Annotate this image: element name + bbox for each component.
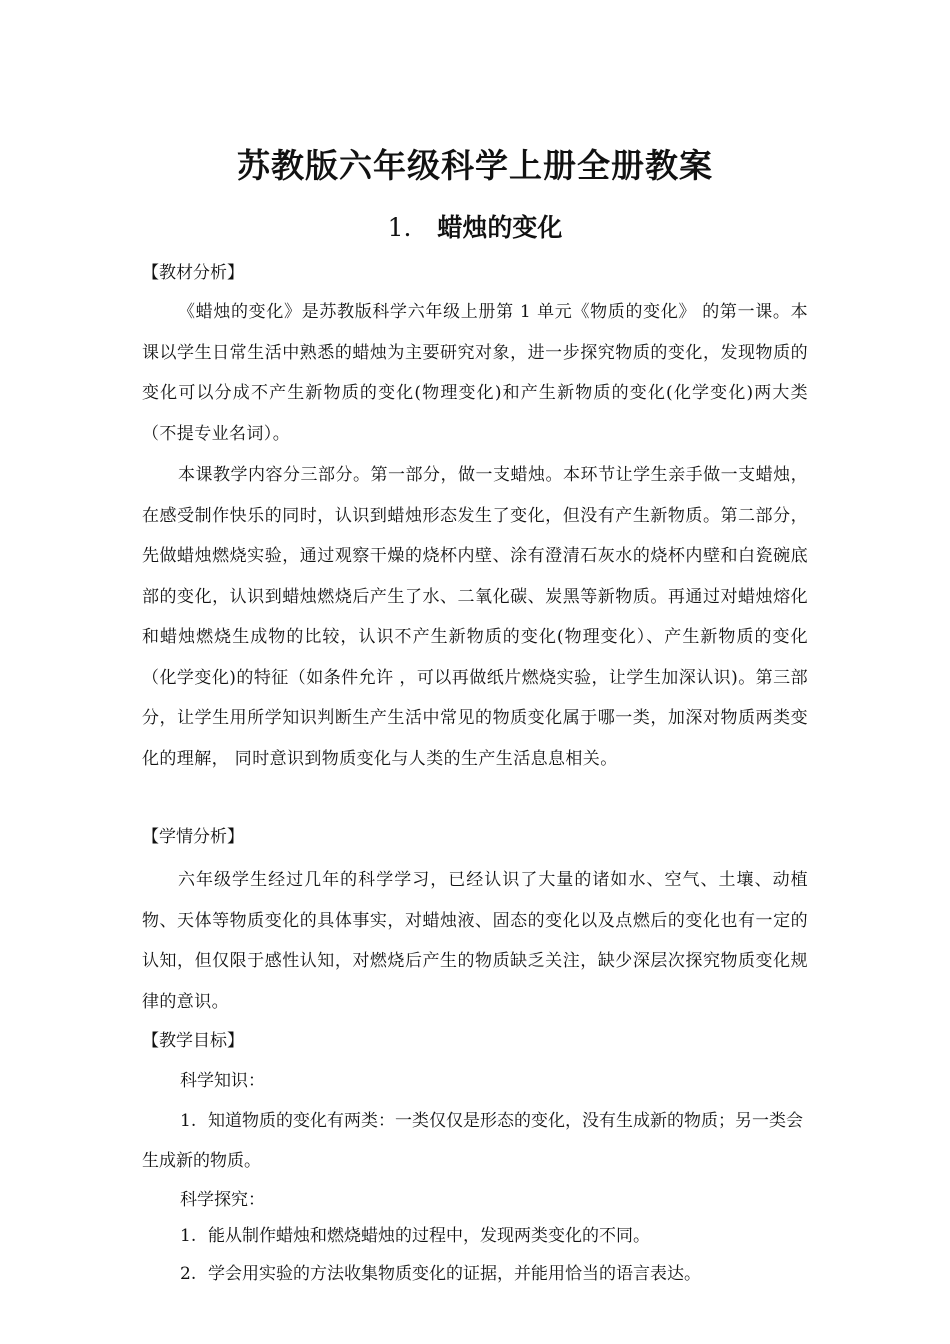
science-inquiry-label: 科学探究：: [180, 1190, 265, 1210]
section-heading-teaching-goals: 【教学目标】: [142, 1031, 244, 1051]
list-item: [142, 1101, 808, 1181]
science-knowledge-label: 科学知识：: [180, 1071, 265, 1091]
list-item-text: 知道物质的变化有两类：一类仅仅是形态的变化，没有生成新的物质；另一类会生成新的物质。: [142, 1111, 803, 1171]
list-item: [142, 1216, 808, 1256]
lesson-number: 1.: [387, 213, 412, 242]
section-heading-student-analysis: 【学情分析】: [142, 827, 244, 847]
list-item-marker: 1.: [180, 1111, 197, 1131]
list-item-marker: 2.: [180, 1264, 197, 1284]
list-item-text: 能从制作蜡烛和燃烧蜡烛的过程中，发现两类变化的不同。: [208, 1226, 650, 1246]
list-item-text: 学会用实验的方法收集物质变化的证据，并能用恰当的语言表达。: [208, 1264, 701, 1284]
paragraph-textbook-analysis-2: 本课教学内容分三部分。第一部分，做一支蜡烛。本环节让学生亲手做一支蜡烛，在感受制作快乐的同时，认识到蜡烛形态发生了变化，但没有产生新物质。第二部分，先做蜡烛燃烧实验，通过观察干燥的烧杯内壁、涂有澄清石灰水的烧杯内壁和白瓷碗底部的变化，认识到蜡烛燃烧后产生了水、二氧化碳、炭黑等新物质。再通过对蜡烛熔化和蜡烛燃烧生成物的比较，认识不产生新物质的变化(物理变化）、产生新物质的变化（化学变化)的特征（如条件允许 ，可以再做纸片燃烧实验，让学生加深认识)。第三部分，让学生用所学知识判断生产生活中常见的物质变化属于哪一类，加深对物质两类变化的理解， 同时意识到物质变化与人类的生产生活息息相关。: [142, 465, 808, 769]
list-item: [142, 1254, 808, 1294]
document-title: 苏教版六年级科学上册全册教案: [237, 146, 713, 185]
lesson-name: 蜡烛的变化: [437, 213, 563, 242]
paragraph-student-analysis-1: 六年级学生经过几年的科学学习，已经认识了大量的诸如水、空气、土壤、动植物、天体等物质变化的具体事实，对蜡烛液、固态的变化以及点燃后的变化也有一定的认知，但仅限于感性认知，对燃烧后产生的物质缺乏关注，缺少深层次探究物质变化规律的意识。: [142, 870, 808, 1012]
paragraph-textbook-analysis-1: 《蜡烛的变化》是苏教版科学六年级上册第 1 单元《物质的变化》 的第一课。本课以学生日常生活中熟悉的蜡烛为主要研究对象，进一步探究物质的变化，发现物质的变化可以分成不产生新物质的变化(物理变化)和产生新物质的变化(化学变化)两大类（不提专业名词）。: [142, 302, 808, 444]
section-heading-textbook-analysis: 【教材分析】: [142, 263, 244, 283]
list-item-marker: 1.: [180, 1226, 197, 1246]
lesson-title: [0, 208, 950, 244]
